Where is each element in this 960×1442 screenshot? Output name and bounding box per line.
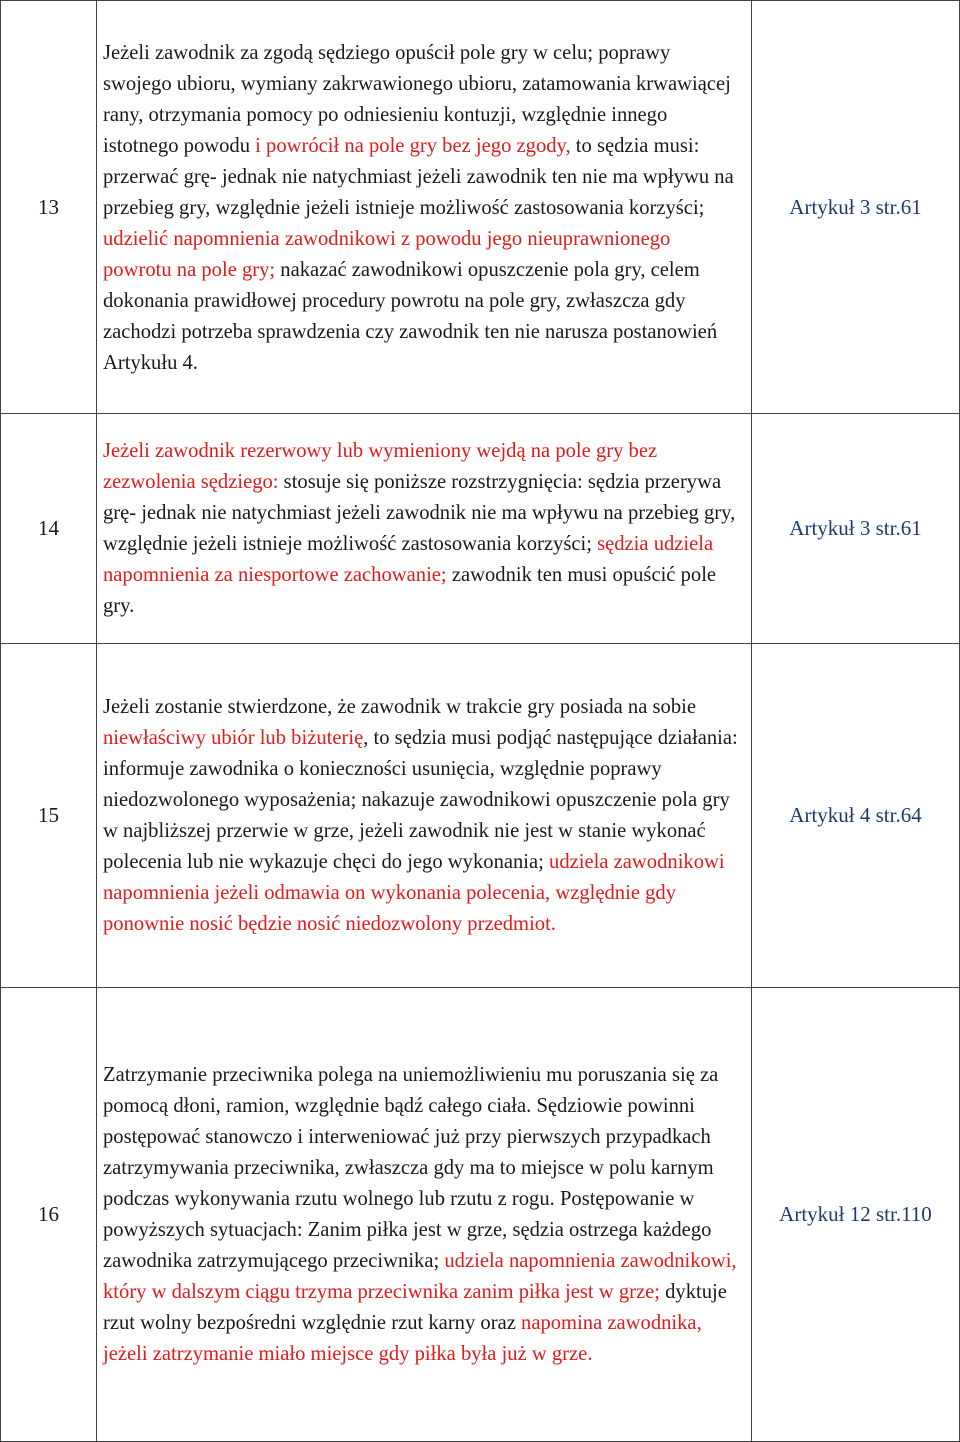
rule-description: [97, 414, 752, 644]
rule-text-segment-highlight: niewłaściwy ubiór lub biżuterię: [103, 726, 364, 749]
rule-text-segment: , to sędzia musi podjąć następujące działania: informuje zawodnika o konieczności usunięcia, względnie poprawy niedozwolonego wyposażenia; nakazuje zawodnikowi opuszczenie pola gry w najbliższej przerwie w grze, jeżeli zawodnik nie jest w stanie wykonać polecenia lub nie wykazuje chęci do jego wykonania;: [103, 726, 738, 873]
rule-text-segment: dyktuje rzut wolny bezpośredni względnie rzut karny oraz: [103, 1280, 727, 1334]
rule-text-segment-highlight: napomina zawodnika, jeżeli zatrzymanie miało miejsce gdy piłka była już w grze.: [103, 1311, 702, 1365]
table-row: [1, 414, 960, 644]
article-reference: Artykuł 3 str.61: [752, 414, 960, 644]
article-reference: Artykuł 12 str.110: [752, 988, 960, 1442]
row-number: 14: [1, 414, 97, 644]
row-number: 16: [1, 988, 97, 1442]
rule-text-segment: Jeżeli zostanie stwierdzone, że zawodnik w trakcie gry posiada na sobie: [103, 695, 696, 718]
rule-text-segment-highlight: Jeżeli zawodnik rezerwowy lub wymieniony wejdą na pole gry bez zezwolenia sędziego:: [103, 439, 658, 493]
rule-description: [97, 644, 752, 988]
rule-text-segment-highlight: sędzia udziela napomnienia za niesportowe zachowanie;: [103, 532, 714, 586]
rule-text-segment: to sędzia musi: przerwać grę- jednak nie natychmiast jeżeli zawodnik ten nie ma wpływu na przebieg gry, względnie jeżeli istnieje możliwość zastosowania korzyści;: [103, 134, 734, 219]
rule-text-segment: nakazać zawodnikowi opuszczenie pola gry, celem dokonania prawidłowej procedury powrotu na pole gry, zwłaszcza gdy zachodzi potrzeba sprawdzenia czy zawodnik ten nie narusza postanowień Artykułu 4.: [103, 258, 718, 374]
article-reference: Artykuł 3 str.61: [752, 1, 960, 414]
rule-text-segment-highlight: udziela zawodnikowi napomnienia jeżeli odmawia on wykonania polecenia, względnie gdy ponownie nosić będzie nosić niedozwolony przedmiot.: [103, 850, 725, 935]
rule-text-segment: Zatrzymanie przeciwnika polega na uniemożliwieniu mu poruszania się za pomocą dłoni, ramion, względnie bądź całego ciała. Sędziowie powinni postępować stanowczo i interweniować już przy pierwszych przypadkach zatrzymywania przeciwnika, zwłaszcza gdy ma to miejsce w polu karnym podczas wykonywania rzutu wolnego lub rzutu z rogu. Postępowanie w powyższych sytuacjach: Zanim piłka jest w grze, sędzia ostrzega każdego zawodnika zatrzymującego przeciwnika;: [103, 1063, 719, 1272]
table-row: [1, 1, 960, 414]
table-row: [1, 644, 960, 988]
rule-text-segment: zawodnik ten musi opuścić pole gry.: [103, 563, 717, 617]
row-number: 15: [1, 644, 97, 988]
rule-text-segment-highlight: i powrócił na pole gry bez jego zgody,: [255, 134, 571, 157]
rule-description: [97, 988, 752, 1442]
rule-text-segment: stosuje się poniższe rozstrzygnięcia: sędzia przerywa grę- jednak nie natychmiast jeżeli zawodnik nie ma wpływu na przebieg gry, względnie jeżeli istnieje możliwość zastosowania korzyści;: [103, 470, 736, 555]
rule-text-segment: Jeżeli zawodnik za zgodą sędziego opuścił pole gry w celu; poprawy swojego ubioru, wymiany zakrwawionego ubioru, zatamowania krwawiącej rany, otrzymania pomocy po odniesieniu kontuzji, względnie innego istotnego powodu: [103, 41, 731, 157]
rule-text-segment-highlight: udzielić napomnienia zawodnikowi z powodu jego nieuprawnionego powrotu na pole gry;: [103, 227, 671, 281]
rule-text-segment-highlight: udziela napomnienia zawodnikowi, który w dalszym ciągu trzyma przeciwnika zanim piłka jest w grze;: [103, 1249, 737, 1303]
table-row: [1, 988, 960, 1442]
article-reference: Artykuł 4 str.64: [752, 644, 960, 988]
row-number: 13: [1, 1, 97, 414]
rule-description: [97, 1, 752, 414]
